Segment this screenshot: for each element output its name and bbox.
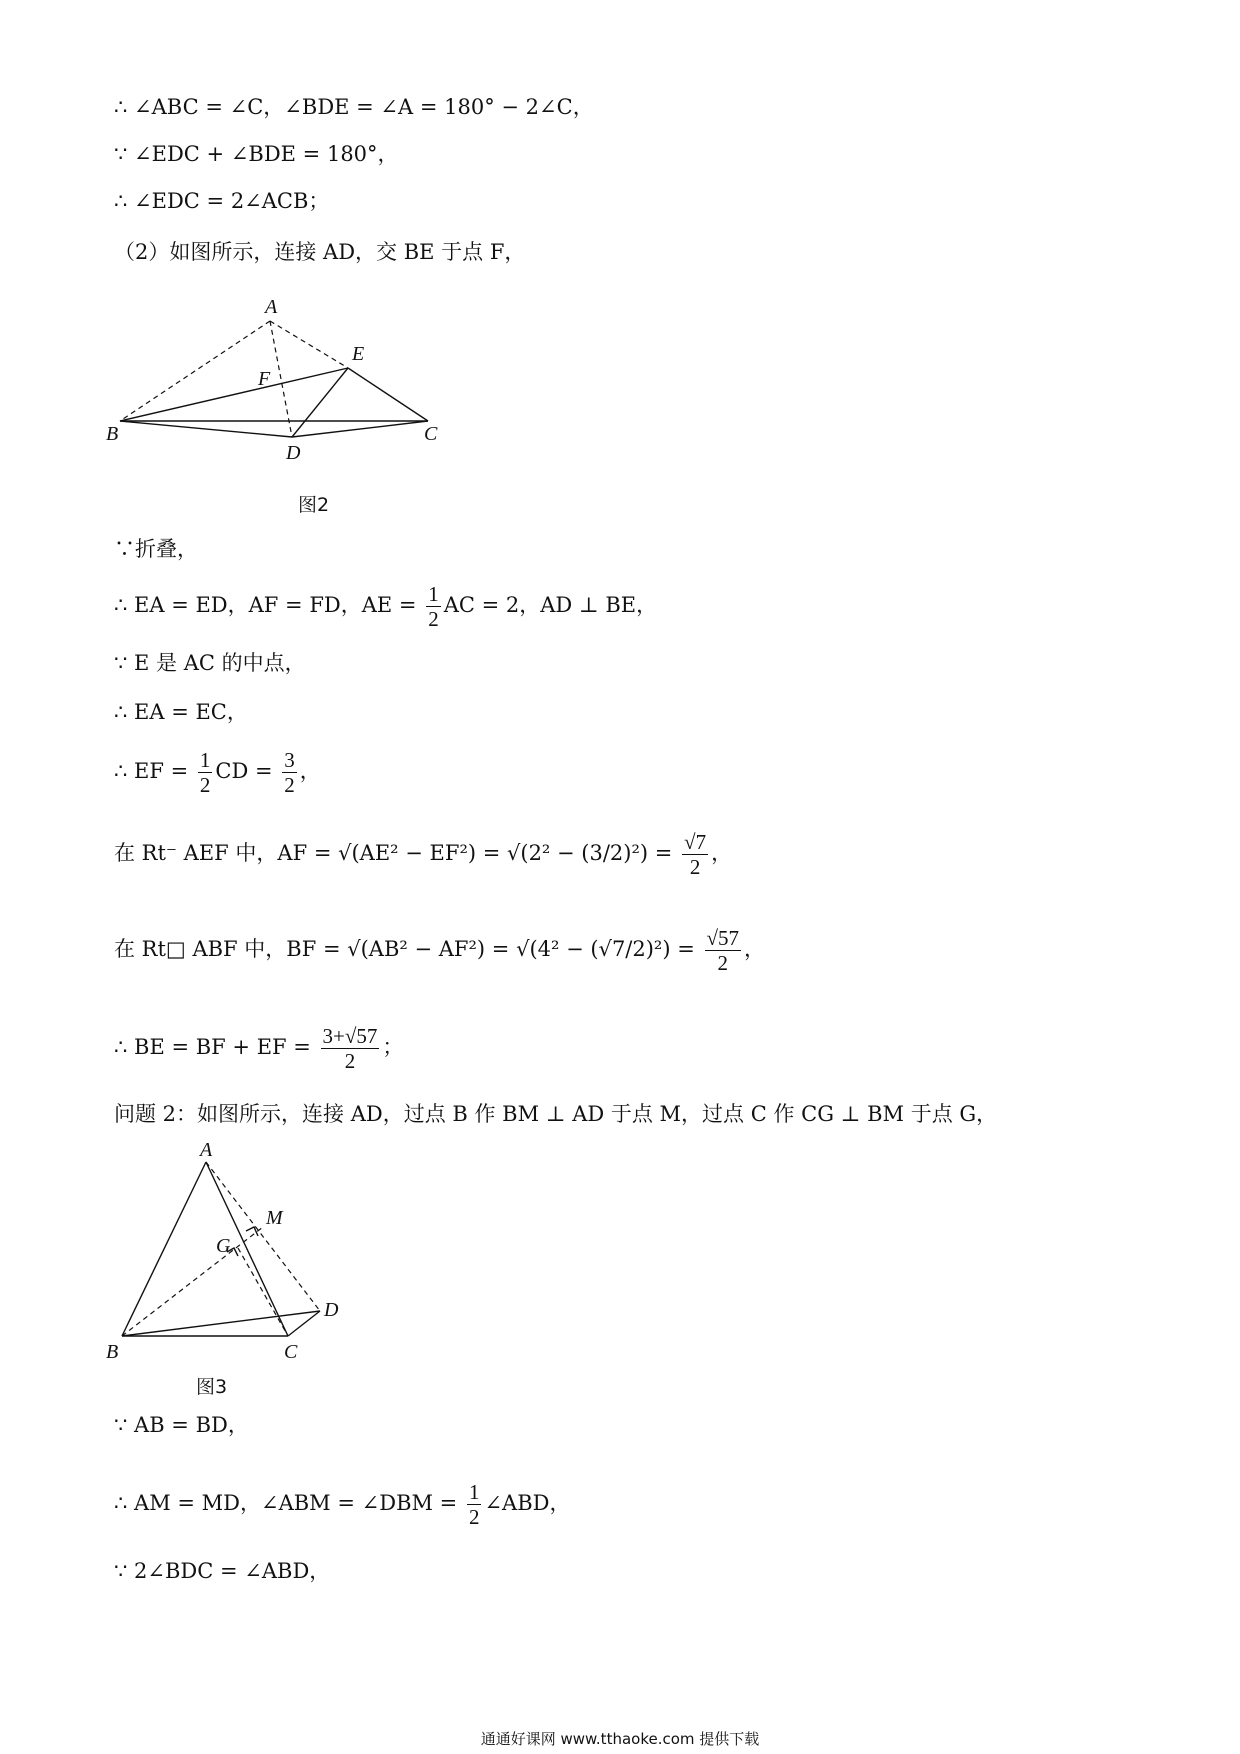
part-2-intro: （2）如图所示，连接 AD，交 BE 于点 F， [114, 240, 526, 264]
fraction-sqrt57-over-2: $\frac{√57}{2}$ [706, 926, 740, 975]
fraction-three-halves: $\frac{3}{2}$ [284, 748, 295, 797]
fig3-label-g: G [216, 1235, 231, 1257]
fig2-label-b: B [106, 423, 119, 445]
fraction-half-3: $\frac{1}{2}$ [468, 1480, 480, 1529]
fig2-label-c: C [424, 423, 438, 445]
fig2-label-f: F [258, 368, 271, 390]
proof-line-2: ∵ ∠EDC + ∠BDE = 180°， [114, 142, 399, 166]
fig3-label-c: C [284, 1341, 298, 1363]
proof-line-af: 在 Rt⁻ AEF 中，AF = √(AE² − EF²) = √(2² − (3/2)²) = $\frac{√7}{2}$ ， [114, 830, 733, 879]
fraction-half: $\frac{1}{2}$ [428, 582, 439, 631]
proof-line-bdc: ∵ 2∠BDC = ∠ABD， [114, 1559, 331, 1583]
proof-line-bf: 在 Rt□ ABF 中，BF = √(AB² − AF²) = √(4² − (√7/2)²) = $\frac{√57}{2}$ ， [114, 926, 766, 975]
problem-2-intro: 问题 2：如图所示，连接 AD，过点 B 作 BM ⊥ AD 于点 M，过点 C 作 CG ⊥ BM 于点 G， [114, 1102, 998, 1126]
fig3-label-d: D [324, 1299, 339, 1321]
proof-line-3: ∴ ∠EDC = 2∠ACB； [114, 189, 330, 213]
proof-line-ef: ∴ EF = $\frac{1}{2}$ CD = $\frac{3}{2}$ ， [114, 748, 321, 797]
figure-2-caption: 图2 [298, 494, 330, 516]
proof-line-be: ∴ BE = BF + EF = $\frac{3+√57}{2}$ ； [114, 1024, 404, 1073]
fraction-be-result: $\frac{3+√57}{2}$ [322, 1024, 378, 1073]
figure-3 [100, 1140, 360, 1365]
fig2-label-a: A [265, 296, 278, 318]
proof-line-1: ∴ ∠ABC = ∠C，∠BDE = ∠A = 180° − 2∠C， [114, 95, 594, 119]
fig2-label-d: D [286, 442, 301, 464]
proof-line-ea-ed: ∴ EA = ED，AF = FD，AE = $\frac{1}{2}$ AC = 2，AD ⊥ BE， [114, 582, 658, 631]
page-footer: 通通好课网 www.tthaoke.com 提供下载 [480, 1730, 760, 1748]
fig3-label-a: A [200, 1140, 213, 1161]
fraction-sqrt7-over-2: $\frac{√7}{2}$ [684, 830, 707, 879]
fig3-label-b: B [106, 1341, 119, 1363]
figure-3-caption: 图3 [196, 1376, 228, 1398]
proof-line-am-md: ∴ AM = MD，∠ABM = ∠DBM = $\frac{1}{2}$ ∠ABD， [114, 1480, 571, 1529]
proof-line-ea-ec: ∴ EA = EC， [114, 700, 248, 724]
proof-line-fold: ∵折叠， [114, 537, 198, 561]
fig3-label-m: M [266, 1207, 283, 1229]
proof-line-ab-bd: ∵ AB = BD， [114, 1413, 249, 1437]
proof-line-midpoint: ∵ E 是 AC 的中点， [114, 651, 306, 675]
fraction-half-2: $\frac{1}{2}$ [199, 748, 211, 797]
figure-2 [100, 285, 520, 465]
fig2-label-e: E [352, 343, 365, 365]
